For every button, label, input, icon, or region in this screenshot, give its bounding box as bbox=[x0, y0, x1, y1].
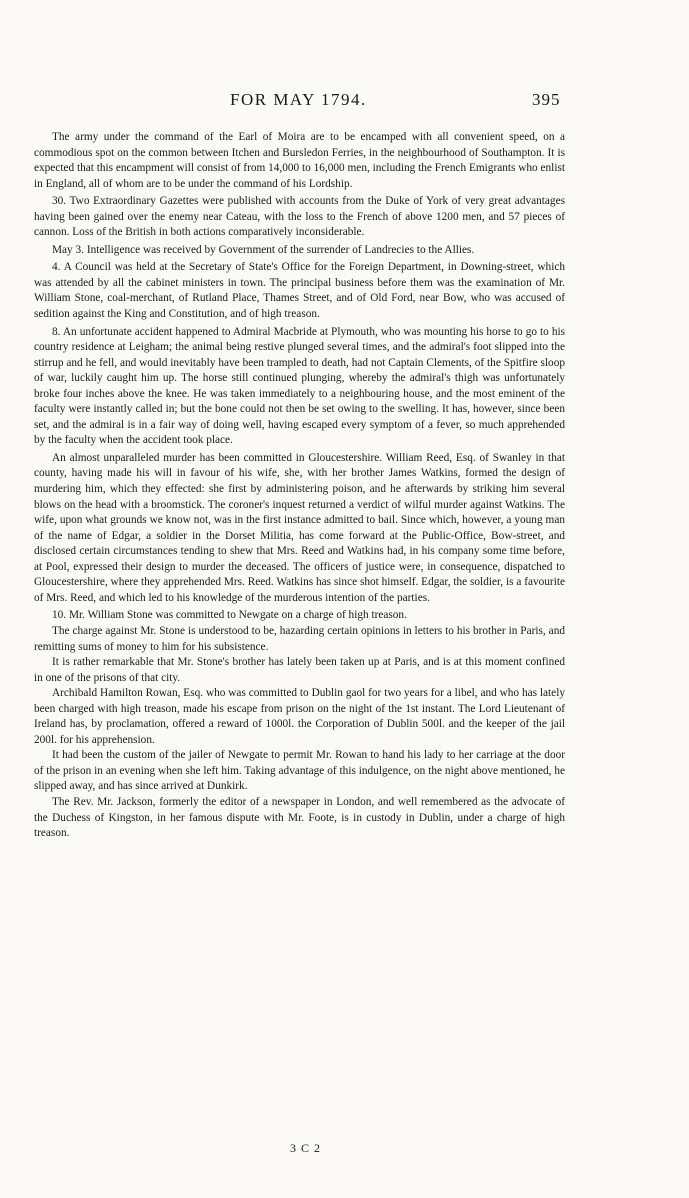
paragraph-rowan-custom: It had been the custom of the jailer of Newgate to permit Mr. Rowan to hand his lady to her carriage at the door of the prison in an evening when she left him. Taking advantage of this indulgence, on the night above mentioned, he slipped away, and has since arrived at Dunkirk. bbox=[34, 749, 565, 793]
paragraph-extraordinary-gazettes: 30. Two Extraordinary Gazettes were published with accounts from the Duke of York of very great advantages having been gained over the enemy near Cateau, with the loss to the French of above 1200 men, and 57 pieces of cannon. Loss of the British in both actions comparatively inconsiderable. bbox=[34, 195, 565, 239]
paragraph-admiral-macbride: 8. An unfortunate accident happened to Admiral Macbride at Plymouth, who was mounting his horse to go to his country residence at Leigham; the animal being restive plunged several times, and the admiral's foot slipped into the stirrup and he fell, and would inevitably have been trampled to death, had not Captain Clements, of the Spitfire sloop of war, luckily caught him up. The horse still continued plunging, whereby the admiral's thigh was unfortunately broke four inches above the knee. He was taken immediately to a neighbouring house, and the most eminent of the faculty were instantly called in; but the bone could not then be set owing to the swelling. It has, however, since been set, and the admiral is in a fair way of doing well, having escaped every symptom of a fever, so much apprehended by the faculty when the accident took place. bbox=[34, 325, 565, 447]
paragraph-stone-charge: The charge against Mr. Stone is understood to be, hazarding certain opinions in letters to his brother in Paris, and remitting sums of money to him for his subsistence. bbox=[34, 624, 565, 653]
page-number: 395 bbox=[532, 90, 561, 109]
paragraph-stone-brother: It is rather remarkable that Mr. Stone's brother has lately been taken up at Paris, and is at this moment confined in one of the prisons of that city. bbox=[34, 656, 565, 684]
paragraph-jackson: The Rev. Mr. Jackson, formerly the editor of a newspaper in London, and well remembered as the advocate of the Duchess of Kingston, in her famous dispute with Mr. Foote, is in custody in Dublin, under a charge of high treason. bbox=[34, 795, 565, 840]
paragraph-army-encampment: The army under the command of the Earl of Moira are to be encamped with all convenient speed, on a commodious spot on the common between Itchen and Bursledon Ferries, in the neighbourhood of Southampton. It is expected that this encampment will consist of from 14,000 to 16,000 men, including the French Emigrants who enlist in England, all of whom are to be under the command of his Lordship. bbox=[34, 131, 565, 190]
paragraph-landrecies: May 3. Intelligence was received by Government of the surrender of Landrecies to the Allies. bbox=[52, 243, 475, 256]
page-title: FOR MAY 1794. bbox=[230, 90, 367, 109]
paragraph-stone-committed: 10. Mr. William Stone was committed to Newgate on a charge of high treason. bbox=[52, 609, 407, 622]
running-head bbox=[0, 90, 689, 114]
paragraph-rowan-escape: Archibald Hamilton Rowan, Esq. who was committed to Dublin gaol for two years for a libel, and who has lately been charged with high treason, made his escape from prison on the night of the 1st instant. The Lord Lieutenant of Ireland has, by proclamation, offered a reward of 1000l. the Corporation of Dublin 500l. and the keeper of the jail 200l. for his apprehension. bbox=[34, 687, 565, 746]
paragraph-council: 4. A Council was held at the Secretary of State's Office for the Foreign Department, in Downing-street, which was attended by all the cabinet ministers in town. The principal business before them was the examination of Mr. William Stone, coal-merchant, of Rutland Place, Thames Street, and of Old Ford, near Bow, who was accused of sedition against the King and Constitution, and of high treason. bbox=[34, 261, 565, 321]
signature-mark: 3 C 2 bbox=[290, 1141, 322, 1155]
article-body bbox=[34, 130, 565, 842]
paragraph-gloucestershire-murder: An almost unparalleled murder has been committed in Gloucestershire. William Reed, Esq. of Swanley in that county, having made his will in favour of his wife, she, with her brother James Watkins, formed the design of murdering him, which they effected: she first by administering poison, and he afterwards by striking him several blows on the head with a broomstick. The coroner's inquest returned a verdict of wilful murder against Watkins. The wife, upon what grounds we know not, was in the first instance admitted to bail. Since which, however, a young man of the name of Edgar, a soldier in the Dorset Militia, has come forward at the Public-Office, Bow-street, and disclosed certain circumstances tending to shew that Mrs. Reed and Watkins had, in his company some time before, at Pool, expressed their design to murder the deceased. The officers of justice were, in consequence, dispatched to Gloucestershire, where they apprehended Mrs. Reed. Watkins has since shot himself. Edgar, the soldier, is a favourite of Mrs. Reed, and which led to his knowledge of the murderous intention of the parties. bbox=[34, 451, 565, 604]
